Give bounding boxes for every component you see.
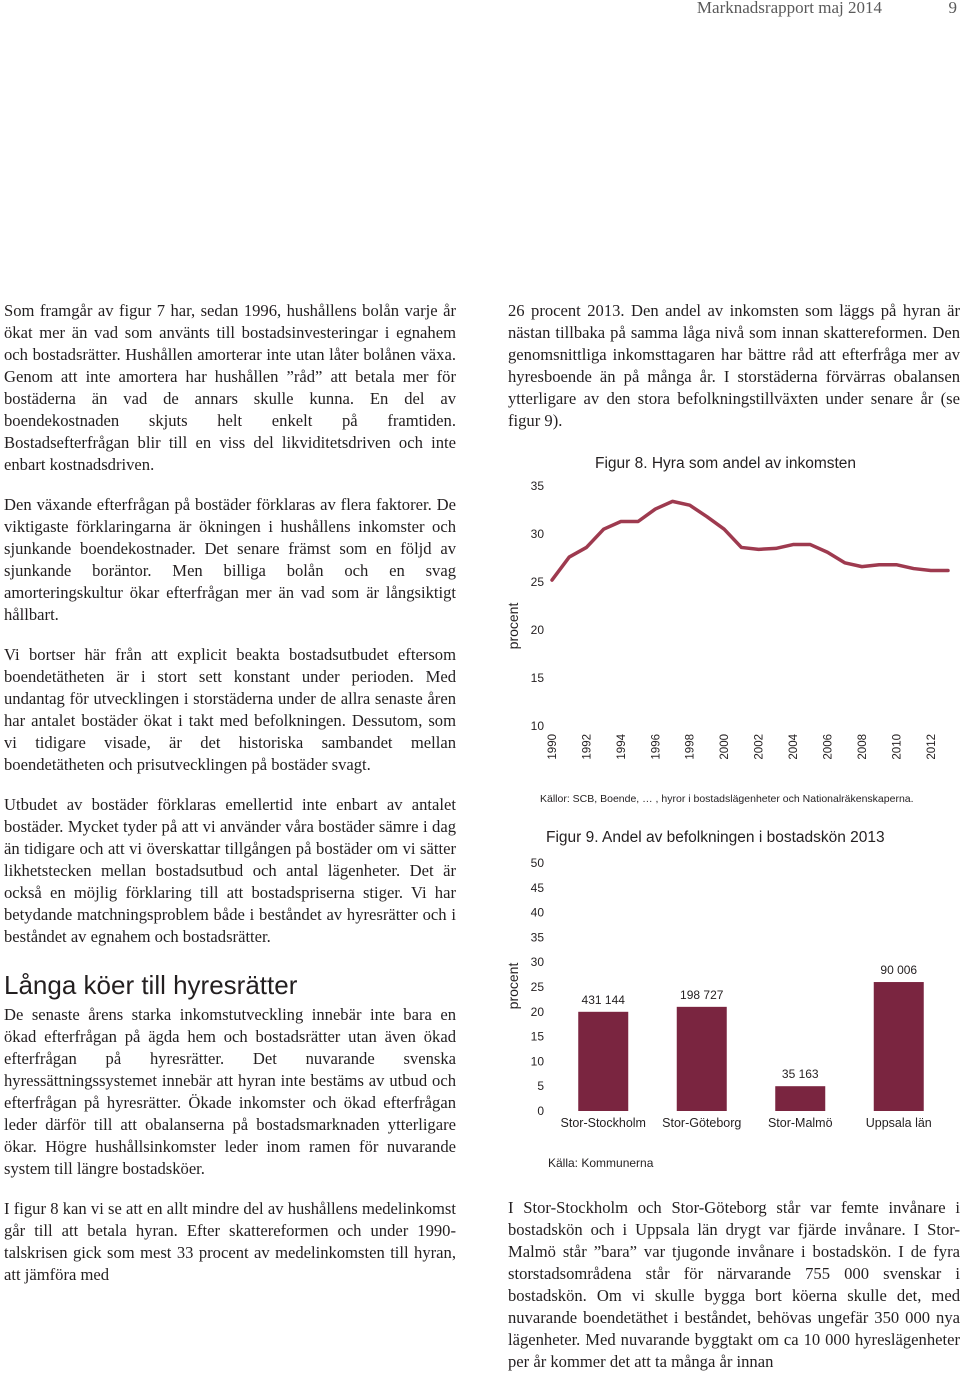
chart-title: Figur 9. Andel av befolkningen i bostadskön 2013 — [546, 829, 885, 846]
data-label: 90 006 — [880, 963, 918, 978]
x-tick-label: 2006 — [822, 734, 835, 760]
chart-title: Figur 8. Hyra som andel av inkomsten — [595, 455, 857, 472]
y-tick-label: 35 — [530, 479, 544, 493]
report-title: Marknadsrapport maj 2014 — [696, 0, 882, 17]
y-tick-label: 35 — [530, 930, 544, 945]
paragraph: I figur 8 kan vi se att en allt mindre del av hushållens medelinkomst går till att betala hyran. Efter skattereformen och under 1990-talskrisen gick som mest 33 procent av medelinkomsten till hyran, att jämföra med — [4, 1199, 456, 1284]
left-column — [4, 300, 456, 1286]
x-tick-label: 1992 — [581, 734, 594, 760]
paragraph: Utbudet av bostäder förklaras emellertid inte enbart av antalet bostäder. Mycket tyder på att vi använder våra bostäder sämre i dag än tidigare och att vi överskattar tillgången på bostäder om vi sätter likhetstecken mellan bostadsutbud och antal lägenheter. Det är också en möjlig förklaring till att bostadspriserna stiger. Vi har betydande matchningsproblem både i beståndet av hyresrätter och i beståndet av egnahem och bostadsrätter. — [4, 795, 456, 946]
x-tick-label: 1990 — [547, 734, 559, 760]
category-label: Stor-Stockholm — [560, 1116, 646, 1130]
page-header — [0, 0, 960, 22]
bar — [677, 1007, 727, 1111]
x-tick-label: 1998 — [684, 734, 697, 760]
category-label: Uppsala län — [865, 1116, 932, 1130]
y-tick-label: 0 — [537, 1104, 544, 1118]
y-tick-label: 25 — [530, 980, 544, 994]
y-tick-label: 15 — [530, 1029, 544, 1044]
category-label: Stor-Malmö — [767, 1116, 833, 1130]
paragraph: Vi bortser här från att explicit beakta bostadsutbudet eftersom boendetätheten är i stort sett konstant under perioden. Med undantag för utvecklingen i storstäderna under de allra senaste åren har antalet bostäder ökat i takt med befolkningen. Dessutom, som vi tidigare visade, är det historiska sambandet mellan boendetätheten och prisutvecklingen på bostäder svagt. — [4, 645, 456, 774]
y-tick-label: 15 — [530, 671, 544, 685]
paragraph: De senaste årens starka inkomstutveckling innebär inte bara en ökad efterfrågan på ägda hem och bostadsrätter utan även ökad efterfrågan på hyresrätter. Det nuvarande svenska hyressättningssystemet innebär att hyran inte bestäms av utbud och efterfrågan på hyresrätter. Ökade inkomster och ökad efterfrågan leder därför till att obalanserna på bostadsmarknaden ytterligare ökar. Högre hushållsinkomster leder inom ramen för nuvarande system till längre bostadsköer. — [4, 1005, 456, 1178]
figure-9-chart — [500, 822, 960, 1172]
x-tick-label: 2002 — [753, 734, 766, 760]
chart-source: Källor: SCB, Boende, … , hyror i bostadslägenheter och Nationalräkenskaperna. — [540, 793, 914, 805]
data-label: 198 727 — [680, 987, 724, 1002]
paragraph: 26 procent 2013. Den andel av inkomsten som läggs på hyran är nästan tillbaka på samma låga nivå som innan skattereformen. Den genomsnittliga inkomsttagaren har bättre råd att efterfråga mer av hyresboende än på många år. I storstäderna förvärras obalansen ytterligare av den stora befolkningstillväxten under senare år (se figur 9). — [508, 301, 960, 430]
x-tick-label: 2000 — [719, 734, 732, 760]
paragraph: I Stor-Stockholm och Stor-Göteborg står var femte invånare i bostadskön och i Uppsala län drygt var fjärde invånare. I Stor-Malmö står ”bara” var tjugonde invånare i bostadskön. I de fyra storstadsområdena står för närvarande 755 000 svenskar i bostadskön. Om vi skulle bygga bort köerna skulle det, med nuvarande boendetäthet i beståndet, behövas ungefär 350 000 nya lägenheter. Med nuvarande byggtakt om ca 10 000 hyreslägenheter per år kommer det att ta många år innan — [508, 1198, 960, 1371]
bar — [775, 1086, 825, 1111]
y-axis-label: procent — [505, 602, 521, 650]
x-tick-label: 1994 — [615, 734, 628, 760]
data-label: 35 163 — [781, 1067, 819, 1082]
y-axis-label: procent — [505, 962, 521, 1010]
right-column-bottom — [508, 1197, 960, 1373]
figure-8-chart — [500, 448, 960, 808]
data-label: 431 144 — [581, 992, 625, 1007]
x-tick-label: 1996 — [650, 734, 663, 760]
bar — [874, 982, 924, 1111]
x-tick-label: 2010 — [891, 734, 904, 760]
x-tick-label: 2012 — [925, 734, 938, 760]
category-label: Stor-Göteborg — [662, 1116, 742, 1130]
right-column-top — [508, 300, 960, 432]
y-tick-label: 5 — [537, 1079, 544, 1094]
y-tick-label: 20 — [530, 1004, 544, 1019]
y-tick-label: 40 — [530, 905, 544, 920]
y-tick-label: 20 — [530, 623, 544, 637]
x-tick-label: 2004 — [788, 734, 801, 760]
x-tick-label: 2008 — [856, 734, 869, 760]
chart-source: Källa: Kommunerna — [548, 1156, 654, 1170]
paragraph: Som framgår av figur 7 har, sedan 1996, hushållens bolån varje år ökat mer än vad som använts till bostadsinvesteringar i egnahem och bostadsrätter. Hushållen amorterar inte utan låter bolånen växa. Genom att inte amortera har hushållen ”råd” att betala mer för bostäderna än vad de annars skulle kunna. En del av boendekostnaden skjuts helt enkelt på framtiden. Bostadsefterfrågan blir till en viss del likviditetsdriven och inte enbart kostnadsdriven. — [4, 301, 456, 474]
y-tick-label: 30 — [530, 527, 544, 541]
y-tick-label: 50 — [530, 856, 544, 870]
y-tick-label: 10 — [530, 719, 544, 733]
paragraph: Den växande efterfrågan på bostäder förklaras av flera faktorer. De viktigaste förklaringarna är ökningen i hushållens inkomster och sjunkande boendekostnader. Det senare främst som en följd av sjunkande boräntor. Men billiga bolån och en svag amorteringskultur ökar efterfrågan mer än vad som är långsiktigt hållbart. — [4, 495, 456, 624]
y-tick-label: 25 — [530, 575, 544, 589]
section-heading: Långa köer till hyresrätter — [4, 970, 298, 1000]
y-tick-label: 10 — [530, 1054, 544, 1069]
bar — [578, 1012, 628, 1111]
y-tick-label: 30 — [530, 955, 544, 970]
y-tick-label: 45 — [530, 880, 544, 895]
page-number: 9 — [948, 0, 957, 17]
series-line — [552, 501, 948, 580]
